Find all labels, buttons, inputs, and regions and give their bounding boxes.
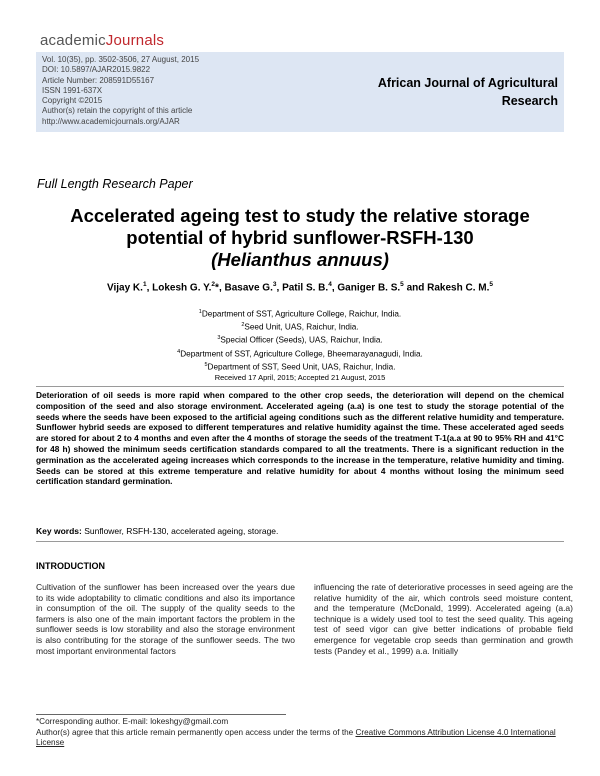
meta-volume: Vol. 10(35), pp. 3502-3506, 27 August, 2015 [42, 55, 200, 64]
affiliation-item: $^2$Seed Unit, UAS, Raichur, India. [241, 322, 359, 332]
received-dates: Received 17 April, 2015; Accepted 21 August, 2015 [214, 373, 386, 382]
corresponding-author: *Corresponding author. E-mail: lokeshgy@gmail.com [36, 717, 229, 726]
meta-url-link[interactable]: http://www.academicjournals.org/AJAR [42, 116, 180, 126]
author-name: Ganiger B. S. [337, 282, 401, 294]
journal-name: African Journal of Agricultural Research [377, 76, 558, 108]
license-link[interactable]: Creative Commons Attribution License 4.0 International License [36, 727, 556, 747]
meta-issn: ISSN 1991-637X [42, 85, 103, 95]
author-name: Lokesh G. Y. [152, 282, 212, 294]
footnote [36, 717, 564, 749]
keywords: Key words: Sunflower, RSFH-130, accelerated ageing, storage. [36, 526, 279, 536]
keywords-bottom-divider [36, 541, 564, 542]
author-name: Vijay K. [106, 282, 143, 294]
intro-column-left: Cultivation of the sunflower has been increased over the years due to its wide adoptability to climatic conditions and also its importance in consumption of the oil. The supply of the quality seeds to the farmers is also one of the main important factors the problem in the sunflower seeds is low storability and also the storage environment is also contributing for the storage of the sunflower seeds. The two most important environmental factors [36, 582, 295, 656]
meta-rights: Author(s) retain the copyright of this article [42, 106, 193, 116]
affiliations [40, 307, 560, 373]
author-name: Rakesh C. M. [427, 282, 490, 294]
meta-copyright: Copyright ©2015 [42, 96, 103, 106]
paper-title: Accelerated ageing test to study the relative storage potential of hybrid sunflower-RSFH-130 (Helianthus annuus) [70, 205, 530, 270]
license-note: Author(s) agree that this article remain permanently open access under the terms of the Creative Commons Attribution License 4.0 International License [36, 727, 556, 747]
article-metadata [42, 55, 352, 127]
section-heading-introduction: INTRODUCTION [36, 561, 105, 571]
affiliation-item: $^4$Department of SST, Agriculture College, Bheemarayanagudi, India. [177, 348, 423, 359]
author-name: Basave G. [224, 282, 273, 294]
footnote-divider [36, 714, 286, 715]
meta-article-number: Article Number: 208591D55167 [42, 75, 155, 85]
publisher-logo: academicJournals [40, 32, 165, 49]
affiliation-item: $^5$Department of SST, Seed Unit, UAS, Raichur, India. [204, 361, 396, 372]
author-name: Patil S. B. [282, 282, 329, 294]
abstract-text: Deterioration of oil seeds is more rapid when compared to the other crop seeds, the deterioration will depend on the chemical composition of the seed and also storage environment. Accelerated ageing (a.a) is one test to study the storage potential of the seeds where the seeds have been exposed to the artificial ageing conditions such as the different relative humidity and temperature. Sunflower hybrid seeds are exposed to different temperatures and relative humidity against the time. These accelerated aged seeds are stored for about 2 to 4 months and even after the 4 months of storage the seeds of the treatment T-1(a.a at 90 to 95% RH and 41°C for 48 h) showed the minimum seeds certification standards compared to all the treatments. There is a significant reduction in the germination as the accelerated ageing increases which corresponds to the increase in the temperature, relative humidity and timing. Seeds can be stored at this extreme temperature and relative humidity for about 4 months without losing the minimum seed certification standard germination. [36, 390, 564, 487]
meta-doi[interactable]: DOI: 10.5897/AJAR2015.9822 [42, 65, 151, 75]
abstract-top-divider [36, 386, 564, 387]
affiliation-item: $^3$Special Officer (Seeds), UAS, Raichur, India. [217, 335, 383, 346]
affiliation-item: $^1$Department of SST, Agriculture College, Raichur, India. [198, 309, 402, 319]
intro-column-right: influencing the rate of deteriorative processes in seed ageing are the relative humidity of the air, which controls seed moisture content, and the temperature (McDonald, 1999). Accelerated ageing (a.a) technique is a widely used tool to test the seed quality. This ageing test of seed vigor can give better indications of probable field emergence for vegetable crop seeds than germination and growth tests (Pandey et al., 1999) a.a. Initially [314, 582, 573, 656]
paper-type: Full Length Research Paper [37, 177, 193, 191]
author-list: Vijay K.$^1$, Lokesh G. Y.$^2$*, Basave G.$^3$, Patil S. B.$^4$, Ganiger B. S.$^5$ and Rakesh C. M.$^5$ [106, 281, 494, 294]
